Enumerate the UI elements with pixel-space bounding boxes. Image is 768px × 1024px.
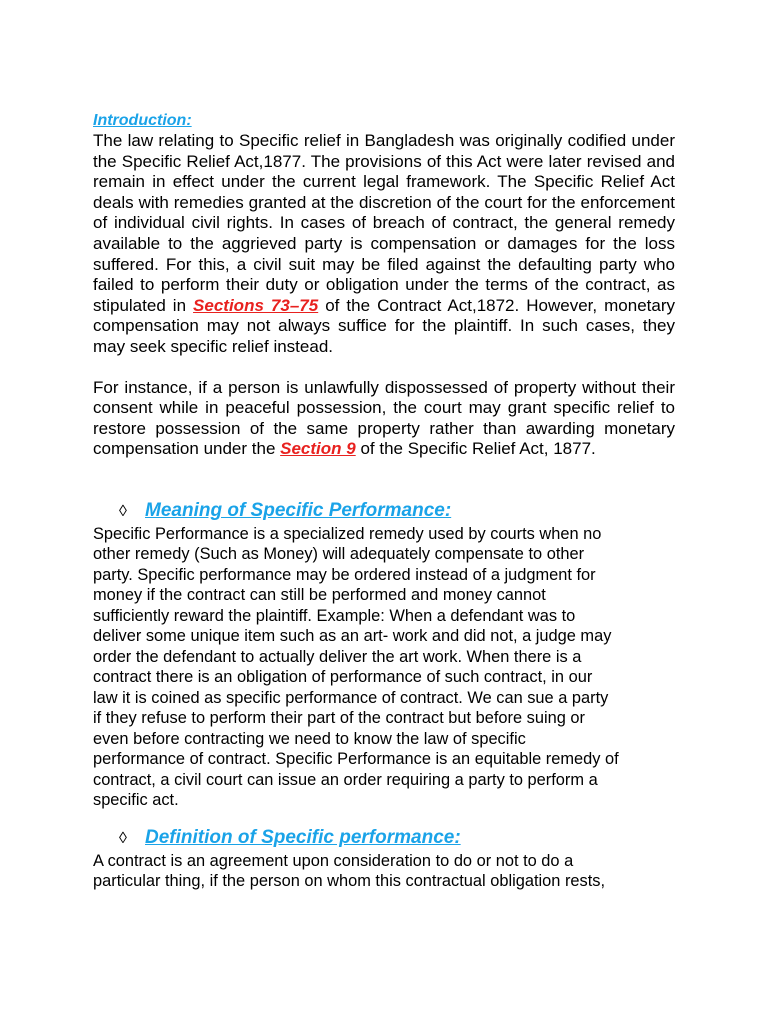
intro-text-part-2: of the Contract Act,1872. However, monetary compensation may not always suffice for the plaintiff. In such cases, they may seek specific relief instead. <box>93 295 675 356</box>
meaning-line: specific act. <box>93 791 179 810</box>
meaning-line: even before contracting we need to know the law of specific <box>93 729 526 748</box>
definition-section-header <box>93 825 675 851</box>
diamond-bullet-icon: ◊ <box>119 502 127 520</box>
meaning-line: deliver some unique item such as an art- work and did not, a judge may <box>93 627 612 646</box>
meaning-line: performance of contract. Specific Performance is an equitable remedy of <box>93 750 619 769</box>
meaning-line: contract there is an obligation of performance of such contract, in our <box>93 668 593 687</box>
instance-paragraph <box>93 378 675 460</box>
meaning-line: other remedy (Such as Money) will adequately compensate to other <box>93 545 585 564</box>
introduction-paragraph <box>93 131 675 358</box>
document-page <box>93 111 675 892</box>
definition-line: particular thing, if the person on whom this contractual obligation rests, <box>93 872 606 891</box>
meaning-line: Specific Performance is a specialized remedy used by courts when no <box>93 524 602 543</box>
section-9-reference: Section 9 <box>280 439 356 459</box>
meaning-line: party. Specific performance may be ordered instead of a judgment for <box>93 565 596 584</box>
definition-line: A contract is an agreement upon consideration to do or not to do a <box>93 851 574 870</box>
meaning-line: contract, a civil court can issue an order requiring a party to perform a <box>93 770 598 789</box>
intro-text-part-1: The law relating to Specific relief in Bangladesh was originally codified under the Specific Relief Act,1877. The provisions of this Act were later revised and remain in effect under the current legal framework. The Specific Relief Act deals with remedies granted at the discretion of the court for the enforcement of individual civil rights. In cases of breach of contract, the general remedy available to the aggrieved party is compensation or damages for the loss suffered. For this, a civil suit may be filed against the defaulting party who failed to perform their duty or obligation under the terms of the contract, as stipulated in <box>93 131 675 315</box>
introduction-heading: Introduction: <box>93 112 192 129</box>
meaning-heading: Meaning of Specific Performance: <box>145 499 452 521</box>
meaning-line: law it is coined as specific performance of contract. We can sue a party <box>93 688 609 707</box>
meaning-line: sufficiently reward the plaintiff. Example: When a defendant was to <box>93 606 576 625</box>
instance-text-part-1: For instance, if a person is unlawfully dispossessed of property without their consent while in peaceful possession, the court may grant specific relief to restore possession of the same property rather than awarding monetary compensation under the <box>93 377 675 459</box>
definition-paragraph <box>93 851 675 892</box>
meaning-line: money if the contract can still be performed and money cannot <box>93 586 546 605</box>
meaning-line: order the defendant to actually deliver the art work. When there is a <box>93 647 582 666</box>
meaning-line: if they refuse to perform their part of the contract but before suing or <box>93 709 585 728</box>
diamond-bullet-icon: ◊ <box>119 829 127 847</box>
instance-text-part-2: of the Specific Relief Act, 1877. <box>355 439 596 459</box>
definition-heading: Definition of Specific performance: <box>145 826 461 848</box>
meaning-section-header <box>93 498 675 524</box>
sections-73-75-reference: Sections 73–75 <box>193 295 319 315</box>
meaning-paragraph <box>93 524 675 811</box>
